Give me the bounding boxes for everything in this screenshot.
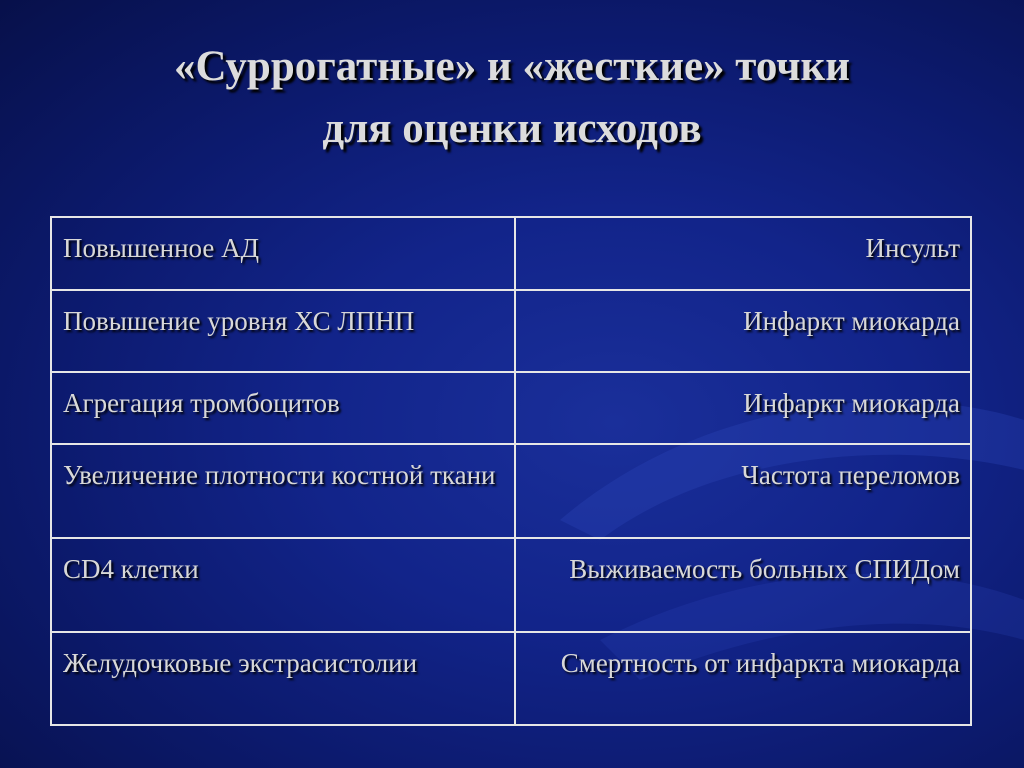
surrogate-endpoint-cell: Агрегация тромбоцитов [51, 372, 515, 444]
table-row [51, 444, 971, 538]
hard-endpoint-cell: Инфаркт миокарда [515, 372, 971, 444]
hard-endpoint-cell: Выживаемость больных СПИДом [515, 538, 971, 632]
surrogate-endpoint-cell: Увеличение плотности костной ткани [51, 444, 515, 538]
table-row [51, 290, 971, 372]
slide-title [0, 36, 1024, 160]
hard-endpoint-cell: Смертность от инфаркта миокарда [515, 632, 971, 725]
hard-endpoint-cell: Частота переломов [515, 444, 971, 538]
hard-endpoint-cell: Инфаркт миокарда [515, 290, 971, 372]
hard-endpoint-cell: Инсульт [515, 217, 971, 290]
outcomes-table [50, 216, 972, 726]
slide-title-line-1: «Суррогатные» и «жесткие» точки [173, 43, 851, 90]
table-row [51, 217, 971, 290]
surrogate-endpoint-cell: CD4 клетки [51, 538, 515, 632]
slide-title-line-2: для оценки исходов [322, 105, 702, 152]
table-row [51, 372, 971, 444]
surrogate-endpoint-cell: Желудочковые экстрасистолии [51, 632, 515, 725]
table-row [51, 632, 971, 725]
surrogate-endpoint-cell: Повышение уровня ХС ЛПНП [51, 290, 515, 372]
surrogate-endpoint-cell: Повышенное АД [51, 217, 515, 290]
table-row [51, 538, 971, 632]
